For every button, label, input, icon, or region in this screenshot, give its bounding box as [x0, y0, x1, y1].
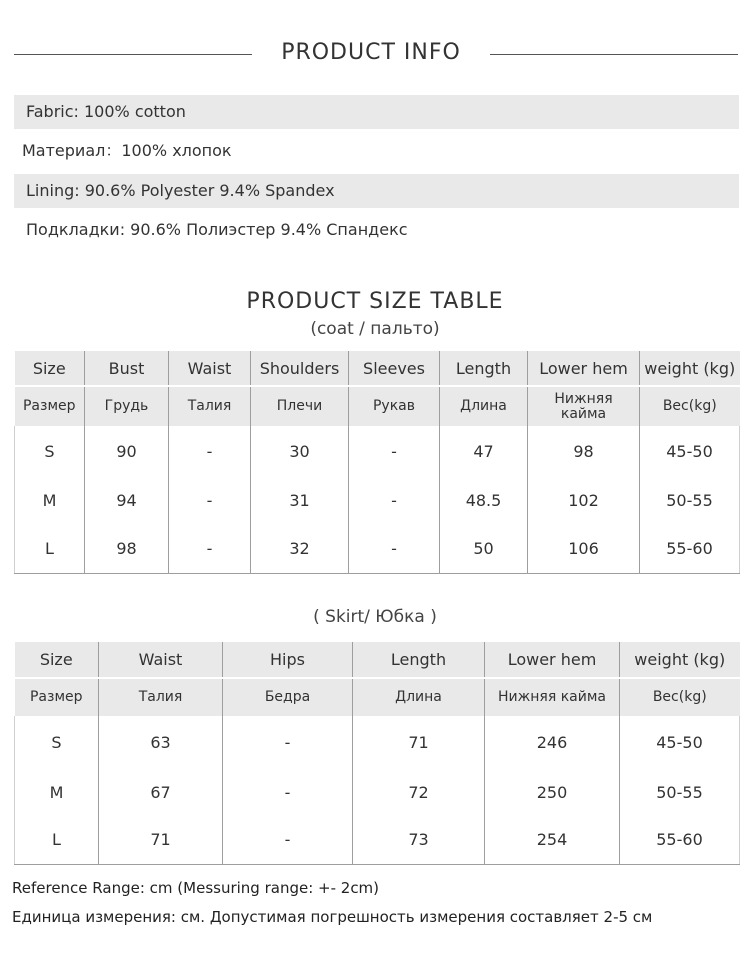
info-lining-ru: Подкладки: 90.6% Полиэстер 9.4% Спандекс	[26, 220, 408, 239]
reference-range-note: Reference Range: cm (Messuring range: +- 2cm)	[12, 879, 380, 897]
coat-header-en	[15, 351, 740, 386]
table-cell: 47	[440, 426, 528, 477]
coat-header-cell: Грудь	[85, 386, 169, 426]
table-cell: -	[349, 524, 440, 573]
coat-header-cell: Bust	[85, 351, 169, 386]
table-cell: 31	[251, 477, 349, 524]
coat-header-cell: Вес(kg)	[640, 386, 740, 426]
info-lining: Lining: 90.6% Polyester 9.4% Spandex	[14, 174, 739, 208]
table-cell: 55-60	[620, 816, 740, 864]
table-cell: -	[223, 768, 353, 816]
skirt-header-cell: weight (kg)	[620, 642, 740, 678]
table-cell: S	[15, 426, 85, 477]
table-cell: 71	[353, 716, 485, 768]
skirt-header-cell: Бедра	[223, 678, 353, 716]
table-cell: M	[15, 768, 99, 816]
skirt-header-cell: Hips	[223, 642, 353, 678]
table-cell: -	[169, 524, 251, 573]
table-cell: 32	[251, 524, 349, 573]
skirt-header-cell: Нижняя кайма	[485, 678, 620, 716]
coat-header-cell: Рукав	[349, 386, 440, 426]
table-cell: 73	[353, 816, 485, 864]
table-row	[15, 477, 740, 524]
table-cell: -	[349, 426, 440, 477]
coat-header-cell: Размер	[15, 386, 85, 426]
skirt-header-en	[15, 642, 740, 678]
table-cell: 30	[251, 426, 349, 477]
size-table-title: PRODUCT SIZE TABLE	[246, 289, 504, 314]
skirt-header-cell: Размер	[15, 678, 99, 716]
table-cell: 48.5	[440, 477, 528, 524]
table-cell: 98	[528, 426, 640, 477]
table-cell: -	[223, 716, 353, 768]
table-cell: 246	[485, 716, 620, 768]
coat-header-cell: Lower hem	[528, 351, 640, 386]
coat-subtitle: (coat / пальто)	[310, 319, 440, 339]
skirt-header-ru	[15, 678, 740, 716]
coat-header-cell: Длина	[440, 386, 528, 426]
skirt-subtitle: ( Skirt/ Юбка )	[313, 607, 437, 627]
skirt-header-cell: Size	[15, 642, 99, 678]
table-cell: -	[349, 477, 440, 524]
skirt-header-cell: Вес(kg)	[620, 678, 740, 716]
table-cell: 50	[440, 524, 528, 573]
table-cell: L	[15, 816, 99, 864]
divider-right	[490, 54, 738, 55]
coat-header-cell: Waist	[169, 351, 251, 386]
table-cell: 254	[485, 816, 620, 864]
table-row	[15, 768, 740, 816]
table-cell: S	[15, 716, 99, 768]
table-cell: 45-50	[640, 426, 740, 477]
coat-header-ru	[15, 386, 740, 426]
info-material: Материал：100% хлопок	[22, 141, 232, 160]
divider-left	[14, 54, 252, 55]
table-row	[15, 816, 740, 864]
info-fabric: Fabric: 100% cotton	[14, 95, 739, 129]
coat-header-cell: Талия	[169, 386, 251, 426]
table-cell: -	[169, 426, 251, 477]
table-cell: 71	[99, 816, 223, 864]
table-row	[15, 716, 740, 768]
table-cell: 67	[99, 768, 223, 816]
table-cell: -	[169, 477, 251, 524]
table-row	[15, 524, 740, 573]
table-cell: 98	[85, 524, 169, 573]
skirt-header-cell: Length	[353, 642, 485, 678]
table-row	[15, 426, 740, 477]
table-cell: 50-55	[620, 768, 740, 816]
product-info-header	[14, 40, 738, 70]
coat-header-cell: Плечи	[251, 386, 349, 426]
table-cell: 250	[485, 768, 620, 816]
coat-header-cell: Нижняя кайма	[528, 386, 640, 426]
table-cell: 90	[85, 426, 169, 477]
skirt-header-cell: Талия	[99, 678, 223, 716]
product-info-title: PRODUCT INFO	[281, 40, 461, 65]
table-cell: 45-50	[620, 716, 740, 768]
coat-size-table	[14, 351, 740, 574]
table-cell: 72	[353, 768, 485, 816]
table-cell: L	[15, 524, 85, 573]
table-cell: 63	[99, 716, 223, 768]
table-cell: 106	[528, 524, 640, 573]
skirt-size-table	[14, 642, 740, 865]
coat-header-cell: Sleeves	[349, 351, 440, 386]
table-cell: 50-55	[640, 477, 740, 524]
skirt-header-cell: Lower hem	[485, 642, 620, 678]
table-cell: 55-60	[640, 524, 740, 573]
table-cell: 102	[528, 477, 640, 524]
skirt-header-cell: Waist	[99, 642, 223, 678]
coat-header-cell: Length	[440, 351, 528, 386]
table-cell: -	[223, 816, 353, 864]
skirt-header-cell: Длина	[353, 678, 485, 716]
coat-header-cell: Size	[15, 351, 85, 386]
table-cell: M	[15, 477, 85, 524]
coat-header-cell: Shoulders	[251, 351, 349, 386]
measurement-note-ru: Единица измерения: см. Допустимая погрешность измерения составляет 2-5 см	[12, 908, 653, 926]
table-cell: 94	[85, 477, 169, 524]
coat-header-cell: weight (kg)	[640, 351, 740, 386]
